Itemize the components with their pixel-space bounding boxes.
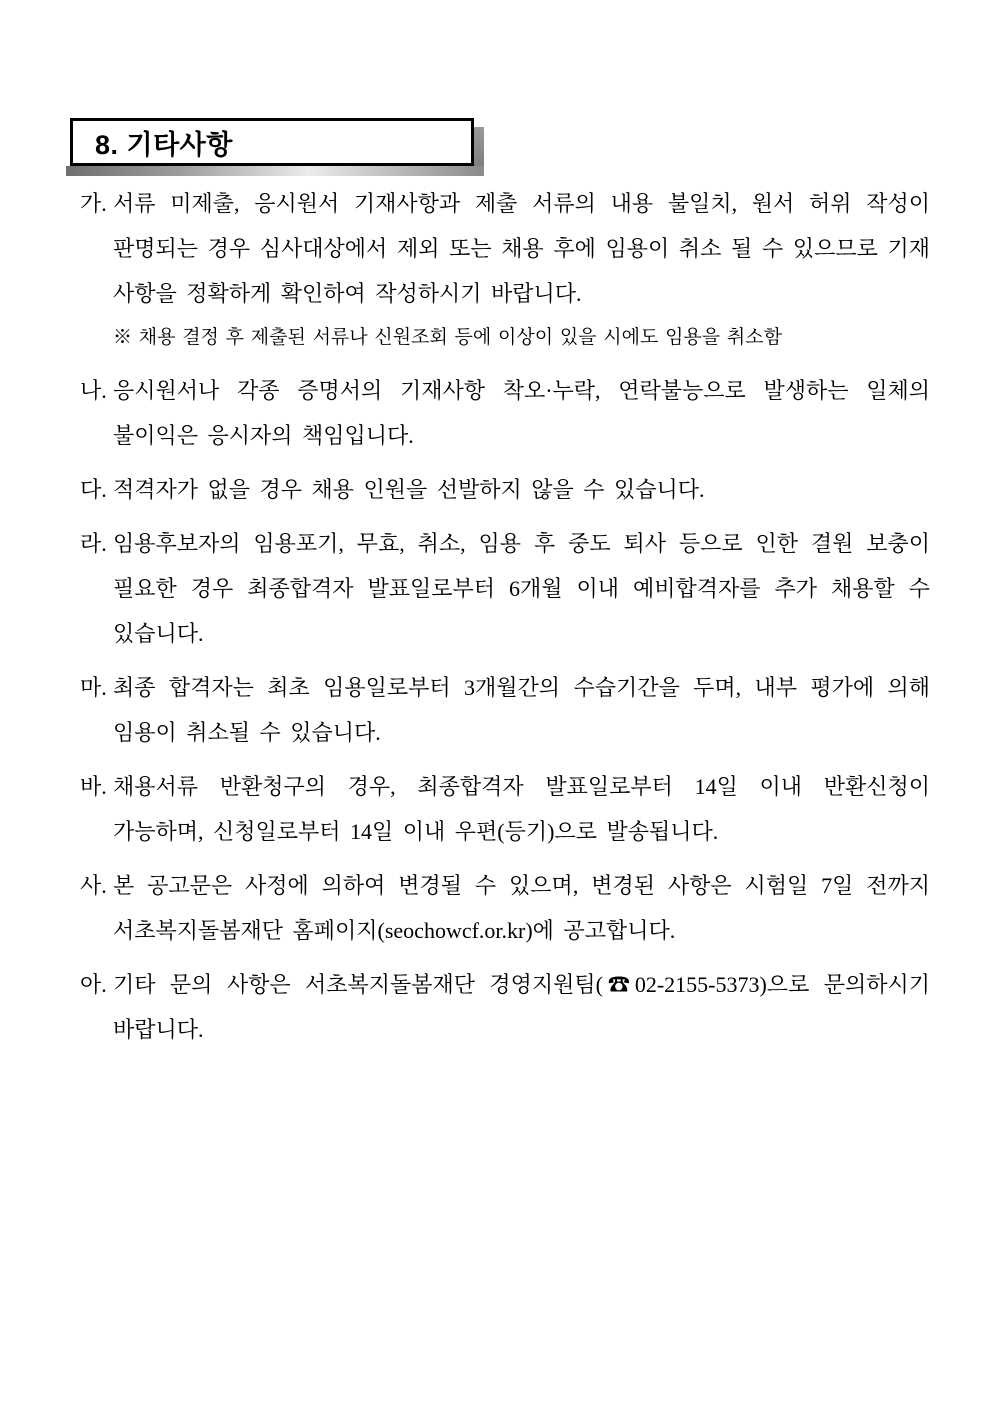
- item-marker: 다.: [80, 477, 107, 502]
- item-text: 적격자가 없을 경우 채용 인원을 선발하지 않을 수 있습니다.: [113, 477, 705, 502]
- list-item: [80, 368, 930, 458]
- item-body: [113, 962, 930, 1052]
- header-box-shadow-bottom: [66, 166, 484, 176]
- item-marker: 나.: [80, 378, 107, 403]
- item-text: 서류 미제출, 응시원서 기재사항과 제출 서류의 내용 불일치, 원서 허위 작성이 판명되는 경우 심사대상에서 제외 또는 채용 후에 임용이 취소 될 수 있으므로 기재 사항을 정확하게 확인하여 작성하시기 바랍니다.: [113, 191, 930, 306]
- item-marker: 바.: [80, 774, 107, 799]
- section-header-box: [70, 118, 474, 166]
- list-item: [80, 863, 930, 953]
- section-title: 8. 기타사항: [95, 129, 233, 160]
- item-note: ※ 채용 결정 후 제출된 서류나 신원조회 등에 이상이 있을 시에도 임용을 취소함: [113, 327, 782, 348]
- item-marker: 아.: [80, 972, 107, 997]
- item-body: [113, 521, 930, 656]
- items-list: [80, 181, 930, 1061]
- item-text: 최종 합격자는 최초 임용일로부터 3개월간의 수습기간을 두며, 내부 평가에 의해 임용이 취소될 수 있습니다.: [113, 675, 930, 745]
- item-text: 기타 문의 사항은 서초복지돌봄재단 경영지원팀(☎02-2155-5373)으로 문의하시기 바랍니다.: [113, 972, 930, 1042]
- item-marker: 라.: [80, 531, 107, 556]
- list-item: [80, 521, 930, 656]
- list-item: [80, 962, 930, 1052]
- item-body: [113, 467, 930, 512]
- item-body: [113, 181, 930, 359]
- item-text: 임용후보자의 임용포기, 무효, 취소, 임용 후 중도 퇴사 등으로 인한 결원 보충이 필요한 경우 최종합격자 발표일로부터 6개월 이내 예비합격자를 추가 채용할 수 있습니다.: [113, 531, 930, 646]
- item-text: 채용서류 반환청구의 경우, 최종합격자 발표일로부터 14일 이내 반환신청이 가능하며, 신청일로부터 14일 이내 우편(등기)으로 발송됩니다.: [113, 774, 930, 844]
- list-item: [80, 764, 930, 854]
- item-text: 응시원서나 각종 증명서의 기재사항 착오·누락, 연락불능으로 발생하는 일체의 불이익은 응시자의 책임입니다.: [113, 378, 930, 448]
- item-body: [113, 665, 930, 755]
- item-body: [113, 368, 930, 458]
- item-text: 본 공고문은 사정에 의하여 변경될 수 있으며, 변경된 사항은 시험일 7일 전까지 서초복지돌봄재단 홈페이지(seochowcf.or.kr)에 공고합니다.: [113, 873, 930, 943]
- item-marker: 마.: [80, 675, 107, 700]
- item-marker: 가.: [80, 191, 107, 216]
- item-body: [113, 863, 930, 953]
- item-body: [113, 764, 930, 854]
- list-item: [80, 181, 930, 359]
- list-item: [80, 467, 930, 512]
- list-item: [80, 665, 930, 755]
- item-marker: 사.: [80, 873, 107, 898]
